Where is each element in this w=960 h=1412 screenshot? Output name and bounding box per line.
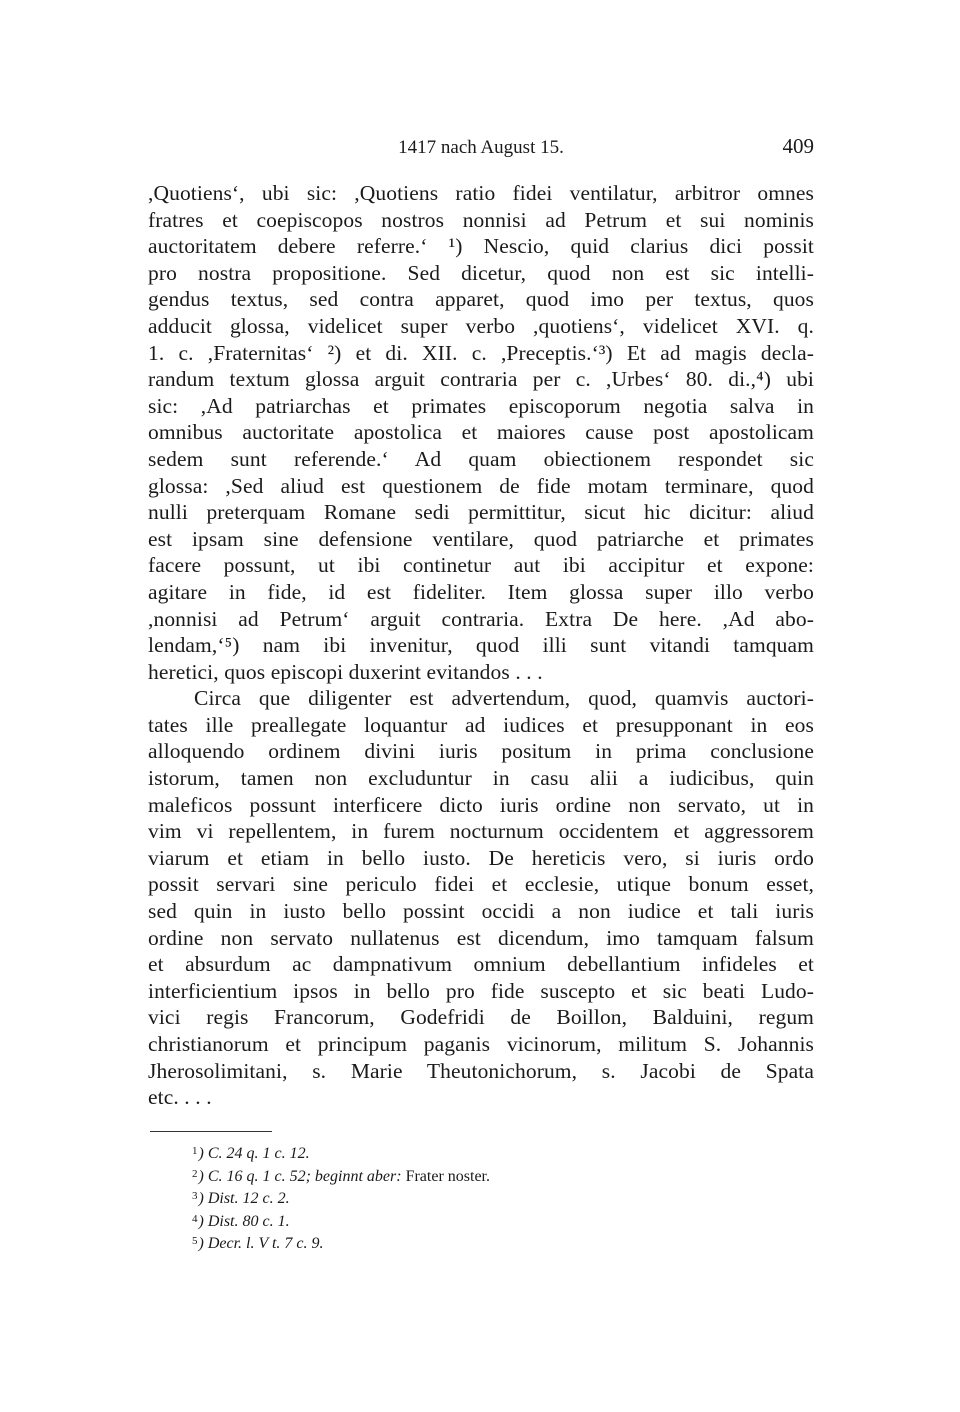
text-line: maleficos possunt interficere dicto iuris ordine non servato, ut in: [148, 792, 814, 817]
running-title: 1417 nach August 15.: [398, 137, 564, 158]
footnote: [192, 1230, 792, 1253]
text-line: ordine non servato nullatenus est dicendum, imo tamquam falsum: [148, 925, 814, 950]
footnote-mark: 4: [192, 1212, 198, 1225]
footnote-mark: 5: [192, 1235, 198, 1247]
page-number: 409: [782, 134, 814, 158]
text-line: ,nonnisi ad Petrum‘ arguit contraria. Extra De here. ,Ad abo-: [148, 606, 814, 631]
text-line: Circa que diligenter est advertendum, quod, quamvis auctori-: [194, 686, 814, 711]
footnote: [192, 1163, 792, 1186]
footnote: [192, 1140, 792, 1163]
body-text: [148, 180, 814, 1111]
text-line: ,Quotiens‘, ubi sic: ,Quotiens ratio fidei ventilatur, arbitror omnes: [148, 181, 814, 205]
text-line: 1. c. ,Fraternitas‘ ²) et di. XII. c. ,Preceptis.‘³) Et ad magis decla-: [148, 340, 814, 365]
text-line: agitare in fide, id est fideliter. Item glossa super illo verbo: [148, 579, 814, 604]
text-line: etc. . . .: [148, 1085, 212, 1110]
text-line: vim vi repellentem, in furem nocturnum occidentem et aggressorem: [148, 819, 814, 844]
text-line: viarum et etiam in bello iusto. De hereticis vero, si iuris ordo: [148, 845, 814, 870]
text-line: glossa: ,Sed aliud est questionem de fide motam terminare, quod: [148, 473, 814, 498]
text-line: randum textum glossa arguit contraria per c. ,Urbes‘ 80. di.,⁴) ubi: [148, 367, 814, 392]
text-line: heretici, quos episcopi duxerint evitandos . . .: [148, 659, 543, 684]
text-line: sic: ,Ad patriarchas et primates episcoporum negotia salva in: [148, 393, 814, 418]
text-line: vici regis Francorum, Godefridi de Boillon, Balduini, regum: [148, 1005, 814, 1030]
text-line: tates ille preallegate loquantur ad iudices et presupponant in eos: [148, 712, 814, 737]
text-line: nulli preterquam Romane sedi permittitur, sicut hic dicitur: aliud: [148, 500, 814, 525]
footnotes: [192, 1140, 792, 1253]
text-line: interficientium ipsos in bello pro fide suscepto et sic beati Ludo-: [148, 978, 814, 1003]
footnote: [192, 1208, 792, 1231]
text-line: adducit glossa, videlicet super verbo ,quotiens‘, videlicet XVI. q.: [148, 313, 814, 338]
footnote: [192, 1185, 792, 1208]
footnote-divider: [150, 1131, 272, 1132]
footnote-mark: 2: [192, 1167, 198, 1180]
text-line: sed quin in iusto bello possint occidi a non iudice et tali iuris: [148, 899, 814, 924]
footnote-mark: 1: [192, 1145, 198, 1157]
text-line: auctoritatem debere referre.‘ ¹) Nescio, quid clarius dici possit: [148, 234, 814, 259]
footnote-mark: 3: [192, 1190, 198, 1202]
footnote-reference: ) Dist. 80 c. 1.: [198, 1212, 290, 1230]
running-head: [148, 134, 814, 163]
footnote-reference: ) C. 16 q. 1 c. 52; beginnt aber:: [198, 1167, 402, 1185]
text-line: alloquendo ordinem divini iuris positum in prima conclusione: [148, 739, 814, 764]
text-line: istorum, tamen non excluduntur in casu alii a iudicibus, quin: [148, 766, 814, 791]
text-line: et absurdum ac dampnativum omnium debellantium infideles et: [148, 952, 814, 977]
text-line: lendam,‘⁵) nam ibi invenitur, quod illi sunt vitandi tamquam: [148, 633, 814, 658]
text-line: facere possunt, ut ibi continetur aut ibi accipitur et expone:: [148, 553, 814, 578]
footnote-incipit: Frater noster.: [401, 1167, 490, 1185]
text-line: omnibus auctoritate apostolica et maiores cause post apostolicam: [148, 420, 814, 445]
text-line: Jherosolimitani, s. Marie Theutonichorum, s. Jacobi de Spata: [148, 1058, 814, 1083]
text-line: sedem sunt referende.‘ Ad quam obiectionem respondet sic: [148, 446, 814, 471]
footnote-reference: ) Dist. 12 c. 2.: [198, 1190, 290, 1207]
text-line: possit servari sine periculo fidei et ecclesie, utique bonum esset,: [148, 872, 814, 897]
text-line: pro nostra propositione. Sed dicetur, quod non est sic intelli-: [148, 260, 814, 285]
text-line: fratres et coepiscopos nostros nonnisi ad Petrum et sui nominis: [148, 207, 814, 232]
footnote-reference: ) C. 24 q. 1 c. 12.: [198, 1145, 310, 1162]
footnote-reference: ) Decr. l. V t. 7 c. 9.: [198, 1235, 324, 1252]
text-line: christianorum et principum paganis vicinorum, militum S. Johannis: [148, 1032, 814, 1056]
text-line: est ipsam sine defensione ventilare, quod patriarche et primates: [148, 526, 814, 551]
text-line: gendus textus, sed contra apparet, quod imo per textus, quos: [148, 287, 814, 312]
